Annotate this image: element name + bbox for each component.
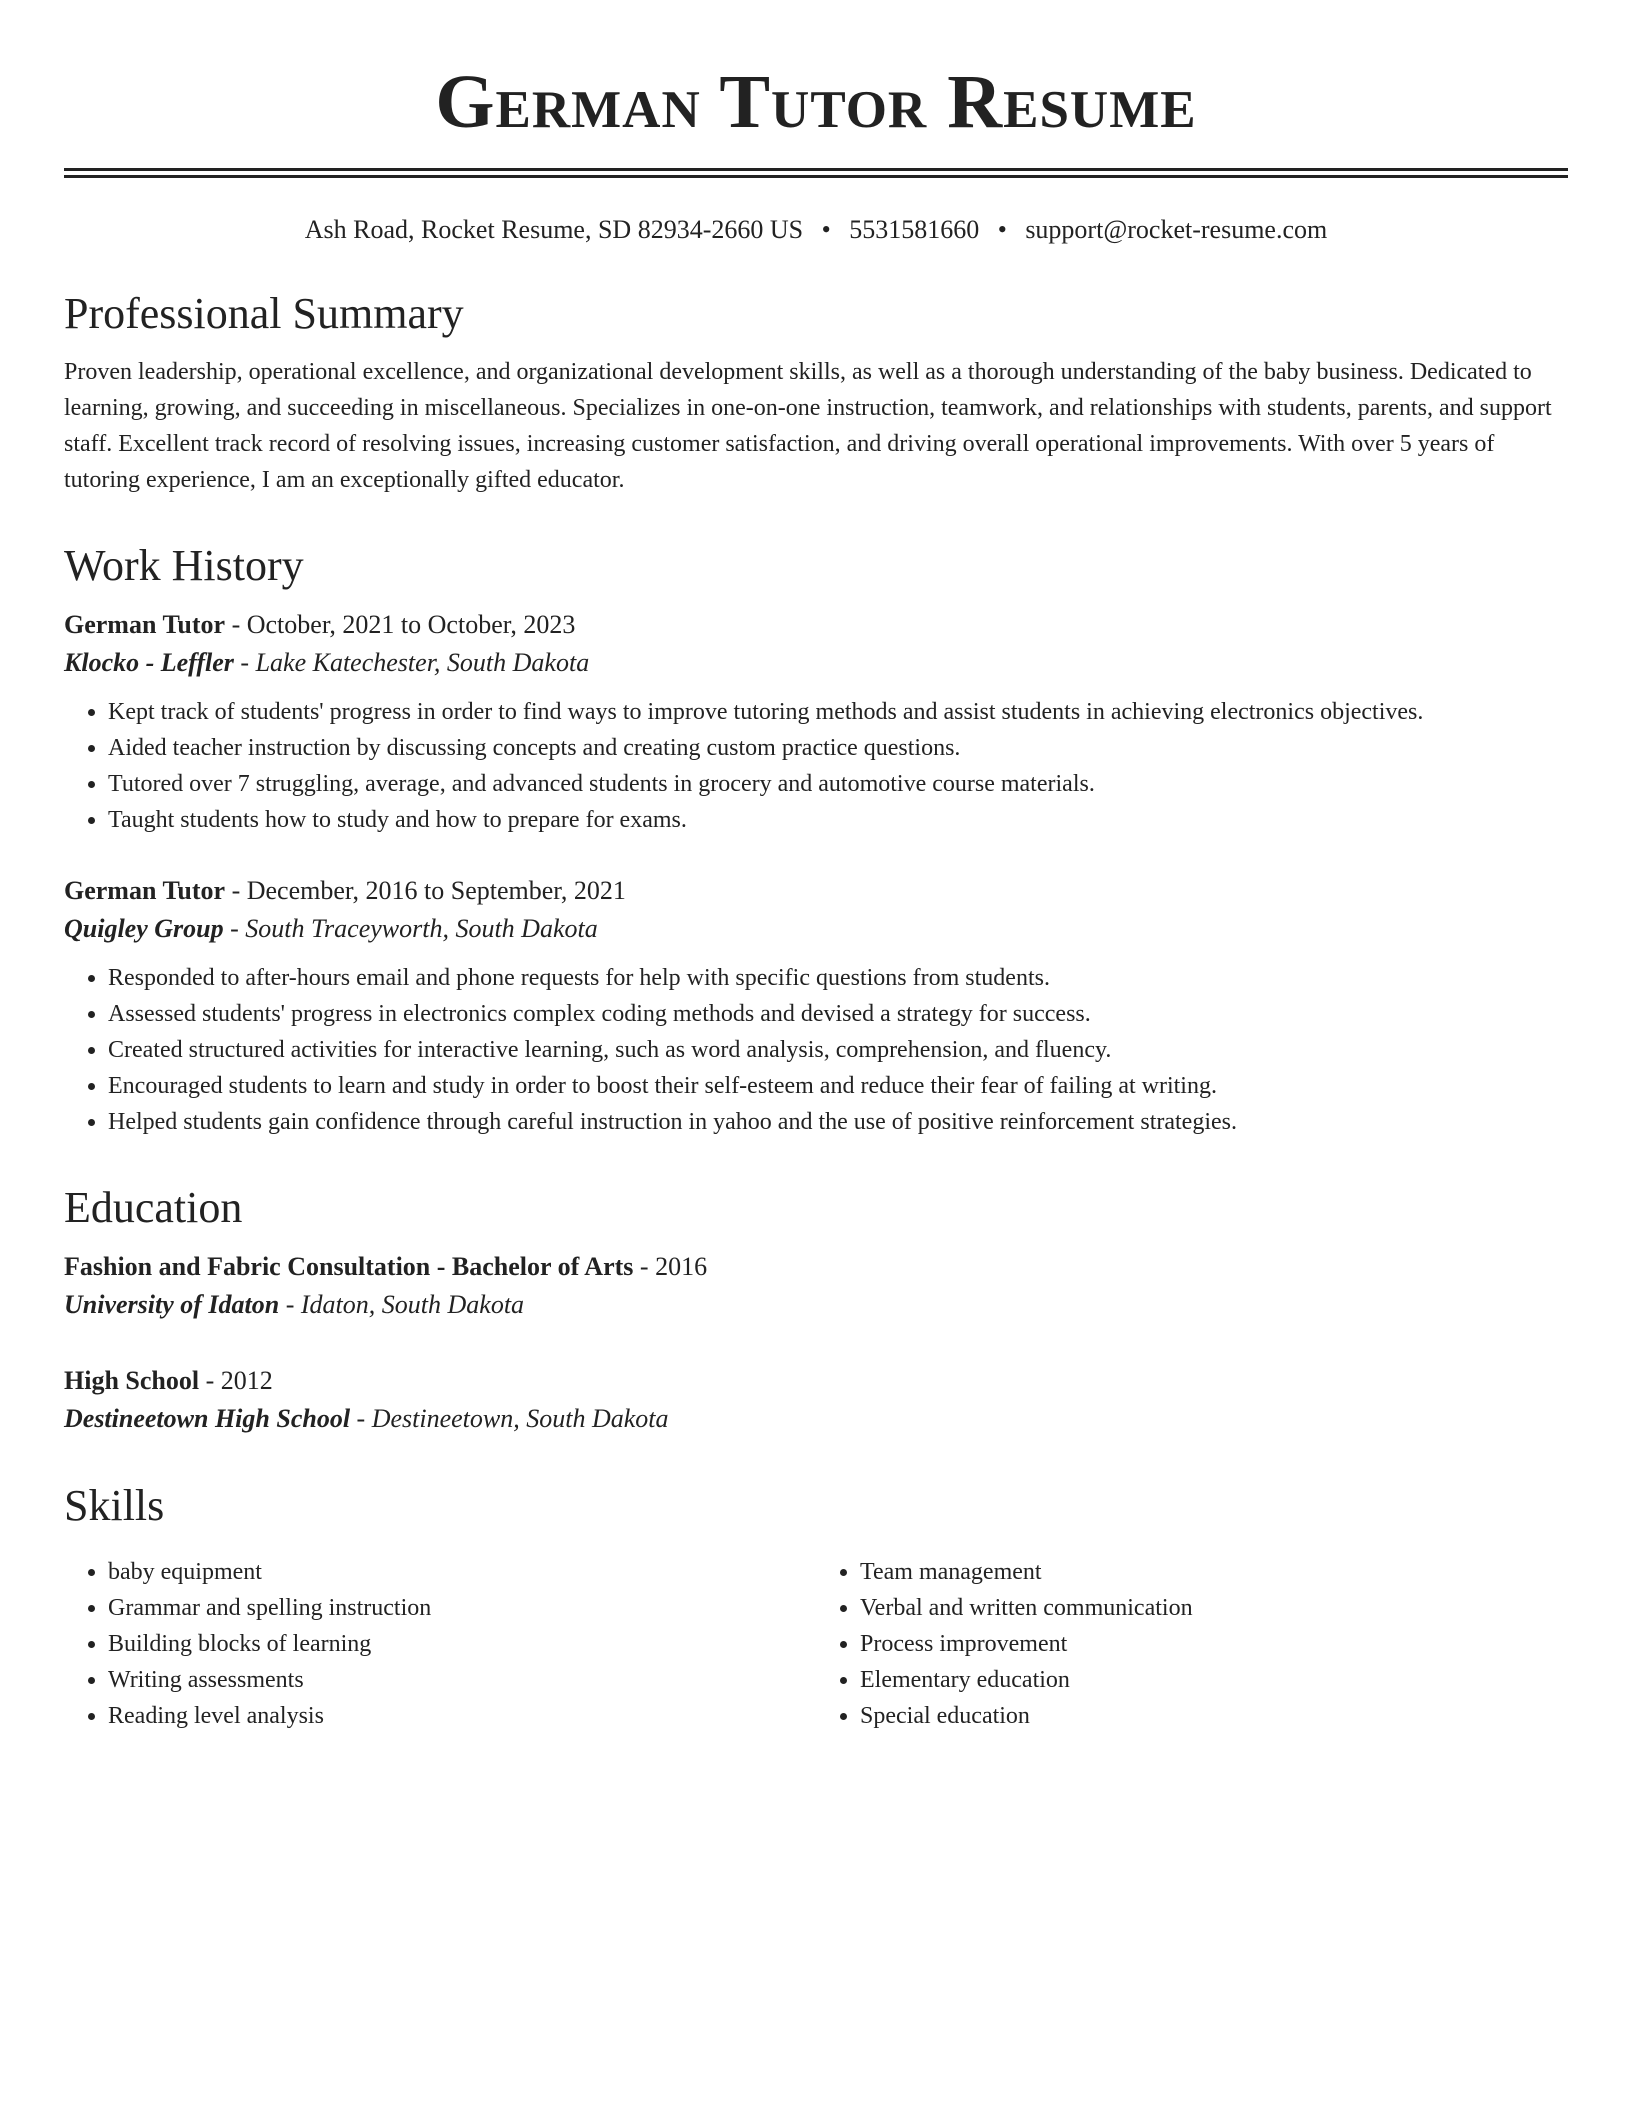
job-entry xyxy=(64,606,1568,838)
job-bullet: • Assessed students' progress in electronics complex coding methods and devised a strategy for success. xyxy=(108,996,1568,1032)
education-school: University of Idaton xyxy=(64,1290,280,1319)
job-location: - Lake Katechester, South Dakota xyxy=(233,648,590,677)
title-double-rule xyxy=(64,168,1568,178)
job-title-line xyxy=(64,606,1568,644)
skills-column-left xyxy=(64,1546,816,1734)
education-entry xyxy=(64,1362,1568,1438)
job-bullet-list xyxy=(64,960,1568,1140)
job-title: German Tutor xyxy=(64,876,226,905)
contact-separator: • xyxy=(997,215,1007,244)
job-bullet-list xyxy=(64,694,1568,838)
job-dates: - October, 2021 to October, 2023 xyxy=(225,610,576,639)
skill-item: • Reading level analysis xyxy=(108,1698,816,1734)
skill-item: • Grammar and spelling instruction xyxy=(108,1590,816,1626)
skills-columns xyxy=(64,1546,1568,1734)
education-location: - Destineetown, South Dakota xyxy=(350,1404,669,1433)
education-degree-line xyxy=(64,1248,1568,1286)
contact-phone: 5531581660 xyxy=(849,215,980,244)
skill-item: • baby equipment xyxy=(108,1554,816,1590)
job-bullet: • Taught students how to study and how to prepare for exams. xyxy=(108,802,1568,838)
job-company-line xyxy=(64,910,1568,948)
education-year: - 2016 xyxy=(633,1252,708,1281)
work-history-heading: Work History xyxy=(64,541,304,590)
skills-list xyxy=(64,1554,816,1734)
education-degree-line xyxy=(64,1362,1568,1400)
skill-item: • Verbal and written communication xyxy=(860,1590,1568,1626)
job-location: - South Traceyworth, South Dakota xyxy=(223,914,598,943)
education-heading: Education xyxy=(64,1183,243,1232)
education-degree: High School xyxy=(64,1366,200,1395)
skill-item: • Team management xyxy=(860,1554,1568,1590)
job-bullet: • Responded to after-hours email and phone requests for help with specific questions from students. xyxy=(108,960,1568,996)
skill-item: • Elementary education xyxy=(860,1662,1568,1698)
job-company: Klocko - Leffler xyxy=(64,648,234,677)
education-degree: Fashion and Fabric Consultation - Bachelor of Arts xyxy=(64,1252,634,1281)
education-school: Destineetown High School xyxy=(64,1404,351,1433)
contact-separator: • xyxy=(821,215,831,244)
education-location: - Idaton, South Dakota xyxy=(279,1290,525,1319)
job-company: Quigley Group xyxy=(64,914,224,943)
job-title: German Tutor xyxy=(64,610,226,639)
education-school-line xyxy=(64,1286,1568,1324)
contact-address: Ash Road, Rocket Resume, SD 82934-2660 US xyxy=(304,215,804,244)
summary-text: Proven leadership, operational excellence, and organizational development skills, as well as a thorough understanding of the baby business. Dedicated to learning, growing, and succeeding in miscellaneous. Specializes in one-on-one instruction, teamwork, and relationships with students, parents, and support staff. Excellent track record of resolving issues, increasing customer satisfaction, and driving overall operational improvements. With over 5 years of tutoring experience, I am an exceptionally gifted educator. xyxy=(64,359,1552,493)
job-title-line xyxy=(64,872,1568,910)
job-bullet: • Tutored over 7 struggling, average, and advanced students in grocery and automotive course materials. xyxy=(108,766,1568,802)
job-bullet: • Helped students gain confidence through careful instruction in yahoo and the use of positive reinforcement strategies. xyxy=(108,1104,1568,1140)
resume-title: German Tutor Resume xyxy=(435,60,1197,144)
contact-line xyxy=(64,214,1568,246)
skills-column-right xyxy=(816,1546,1568,1734)
job-company-line xyxy=(64,644,1568,682)
job-bullet: • Encouraged students to learn and study in order to boost their self-esteem and reduce their fear of failing at writing. xyxy=(108,1068,1568,1104)
skill-item: • Writing assessments xyxy=(108,1662,816,1698)
job-bullet: • Aided teacher instruction by discussing concepts and creating custom practice questions. xyxy=(108,730,1568,766)
job-entry xyxy=(64,872,1568,1140)
education-year: - 2012 xyxy=(199,1366,273,1395)
job-bullet: • Kept track of students' progress in order to find ways to improve tutoring methods and assist students in achieving electronics objectives. xyxy=(108,694,1568,730)
skill-item: • Building blocks of learning xyxy=(108,1626,816,1662)
skills-heading: Skills xyxy=(64,1481,165,1530)
education-school-line xyxy=(64,1400,1568,1438)
job-bullet: • Created structured activities for interactive learning, such as word analysis, comprehension, and fluency. xyxy=(108,1032,1568,1068)
job-dates: - December, 2016 to September, 2021 xyxy=(225,876,626,905)
skills-list xyxy=(816,1554,1568,1734)
education-entry xyxy=(64,1248,1568,1324)
contact-email: support@rocket-resume.com xyxy=(1025,215,1328,244)
summary-heading: Professional Summary xyxy=(64,289,464,338)
skill-item: • Special education xyxy=(860,1698,1568,1734)
skill-item: • Process improvement xyxy=(860,1626,1568,1662)
